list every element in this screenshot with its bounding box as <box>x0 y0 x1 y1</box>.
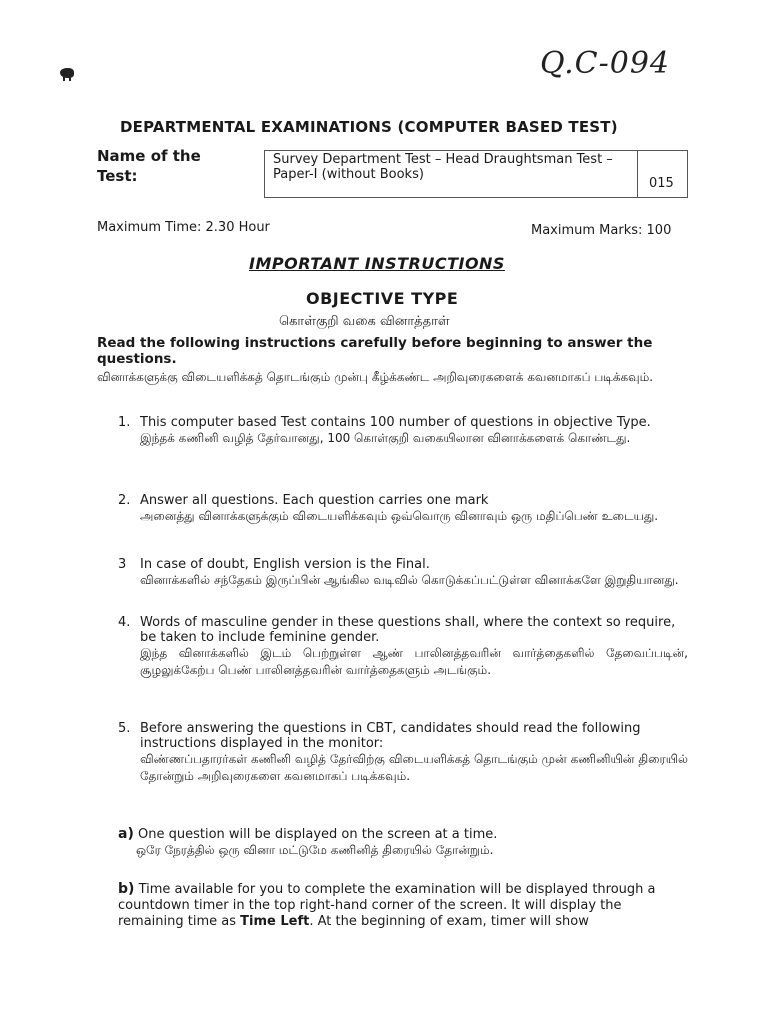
item-english: Answer all questions. Each question carries one mark <box>140 493 489 508</box>
item-tamil: வினாக்களில் சந்தேகம் இருப்பின் ஆங்கில வடிவில் கொடுக்கப்பட்டுள்ள வினாக்களே இறுதியானது. <box>140 573 679 587</box>
exam-title: DEPARTMENTAL EXAMINATIONS (COMPUTER BASED TEST) <box>120 118 618 136</box>
max-time: Maximum Time: 2.30 Hour <box>97 220 270 235</box>
item-english: Words of masculine gender in these questions shall, where the context so require, be taken to include feminine gender. <box>140 615 676 645</box>
objective-type-heading: OBJECTIVE TYPE <box>306 289 459 308</box>
instruction-item-3 <box>118 557 688 589</box>
test-name-label: Name of the Test: <box>97 147 201 185</box>
sub-marker: b) <box>118 881 135 897</box>
instruction-item-5 <box>118 721 688 785</box>
item-number: 5. <box>118 721 131 736</box>
item-number: 4. <box>118 615 131 630</box>
item-english: In case of doubt, English version is the Final. <box>140 557 430 572</box>
test-name-box <box>264 150 688 198</box>
sub-marker: a) <box>118 826 134 842</box>
sub-english: One question will be displayed on the screen at a time. <box>138 827 498 842</box>
sub-paragraph <box>118 881 678 930</box>
objective-type-tamil: கொள்குறி வகை வினாத்தாள் <box>279 314 450 329</box>
sub-instruction-b <box>118 881 688 930</box>
read-instructions-tamil: வினாக்களுக்கு விடையளிக்கத் தொடங்கும் முன்பு கீழ்க்கண்ட அறிவுரைகளைக் கவனமாகப் படிக்கவும். <box>97 370 654 384</box>
item-tamil: அனைத்து வினாக்களுக்கும் விடையளிக்கவும் ஒவ்வொரு வினாவும் ஒரு மதிப்பெண் உடையது. <box>140 509 659 523</box>
item-number: 2. <box>118 493 131 508</box>
test-name-value: Survey Department Test – Head Draughtsman Test – Paper-I (without Books) <box>273 152 613 182</box>
ink-blot <box>60 68 74 78</box>
important-instructions-heading: IMPORTANT INSTRUCTIONS <box>249 254 505 273</box>
item-english: This computer based Test contains 100 number of questions in objective Type. <box>140 415 651 430</box>
box-divider <box>637 151 638 197</box>
item-english: Before answering the questions in CBT, candidates should read the following instructions displayed in the monitor: <box>140 721 641 751</box>
item-tamil: இந்த வினாக்களில் இடம் பெற்றுள்ள ஆண் பாலினத்தவரின் வார்த்தைகளில் தேவைப்படின், சூழலுக்கேற்ப பெண் பாலினத்தவரின் வார்த்தைகளும் அடங்கும். <box>140 646 688 677</box>
read-instructions-english: Read the following instructions carefully before beginning to answer the questions. <box>97 335 653 367</box>
sub-tamil: ஒரே நேரத்தில் ஒரு வினா மட்டுமே கணினித் திரையில் தோன்றும். <box>136 843 494 857</box>
instruction-item-1 <box>118 415 688 447</box>
instruction-item-4 <box>118 615 688 679</box>
handwritten-reference: Q.C-094 <box>540 46 670 81</box>
test-code: 015 <box>649 176 674 191</box>
item-number: 3 <box>118 557 127 572</box>
sub-english-part1: Time available for you to complete the examination will be displayed through a countdown timer in the top right-hand corner of the screen. It will display the remaining time as <box>118 882 656 929</box>
item-tamil: விண்ணப்பதாரர்கள் கணினி வழித் தேர்விற்கு விடையளிக்கத் தொடங்கும் முன் கணினியின் திரையில் தோன்றும் அறிவுரைகளை கவனமாகப் படிக்கவும். <box>140 752 688 783</box>
item-tamil: இந்தக் கணினி வழித் தேர்வானது, 100 கொள்குறி வகையிலான வினாக்களைக் கொண்டது. <box>140 431 631 445</box>
item-number: 1. <box>118 415 131 430</box>
max-marks: Maximum Marks: 100 <box>531 223 672 238</box>
instruction-item-2 <box>118 493 688 525</box>
sub-instruction-a <box>118 827 688 859</box>
time-left-label: Time Left <box>240 914 310 929</box>
sub-english-part2: . At the beginning of exam, timer will show <box>309 914 589 929</box>
